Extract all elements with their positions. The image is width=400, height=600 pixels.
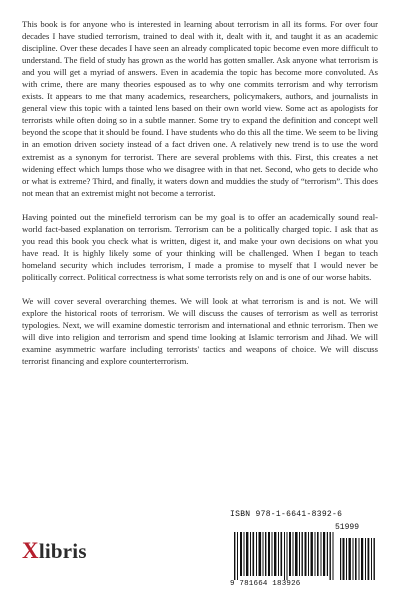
isbn-barcode (230, 510, 378, 588)
blurb-paragraph-3: We will cover several overarching themes. We will look at what terrorism is and is not. We will explore the historical roots of terrorism. We will discuss the causes of terrorism as well as terrorist typologies. Next, we will examine domestic terrorism and international and ethnic terrorism. Then we will dive into religion and terrorism and spend time looking at Islamic terrorism and Jihad. We will examine asymmetric warfare including terrorists' tactics and weapons of choice. We will discuss terrorist financing and explore counterterrorism. (22, 295, 378, 367)
isbn-text: ISBN 978-1-6641-8392-6 (230, 510, 343, 519)
blurb-text (22, 18, 378, 379)
blurb-paragraph-1: This book is for anyone who is interested in learning about terrorism in all its forms. For over four decades I have studied terrorism, trained to deal with it, dealt with it, and taught it as an academic discipline. Over these decades I have seen an already complicated topic become even more difficult to understand. The field of study has grown as the world has gotten smaller. Ask anyone what terrorism is and you will get a myriad of answers. Even in academia the topic has become more convoluted. As with crime, there are many theories espoused as to why one commits terrorism and why terrorism exists. It appears to me that many academics, researchers, policymakers, authors, and journalists in general view this topic with a tainted lens based on their own world view. Some act as apologists for terrorists while often doing so in a subtle manner. Some try to expand the definition and concept well beyond the scope that it should be found. I have students who do this all the time. We seem to be living in an emotion driven society instead of a fact driven one. A relatively new trend is to use the word extremist as a synonym for terrorist. There are several problems with this. First, this creates a net widening effect which lumps those who we disagree with in that net. Second, who gets to decide who or what is extreme? Third, and finally, it waters down and muddies the study of “terrorism”. This does not mean that an extremist might not become a terrorist. (22, 19, 378, 198)
publisher-logo: Xlibris (22, 538, 87, 563)
barcode-digits: 9 781664 183926 (230, 580, 301, 588)
barcode-bars (230, 532, 378, 580)
price-code: 51999 (335, 523, 360, 532)
blurb-paragraph-2: Having pointed out the minefield terrorism can be my goal is to offer an academically sound real-world fact-based explanation on terrorism. Terrorism can be a politically charged topic. I ask that as you read this book you check what is written, digest it, and make your own decisions on what you have read. It is highly likely some of your thinking will be challenged. When I began to teach homeland security which includes terrorism, I made a promise to myself that I would never be politically correct. Political correctness is what some terrorists rely on and is one of our worse habits. (22, 211, 378, 282)
